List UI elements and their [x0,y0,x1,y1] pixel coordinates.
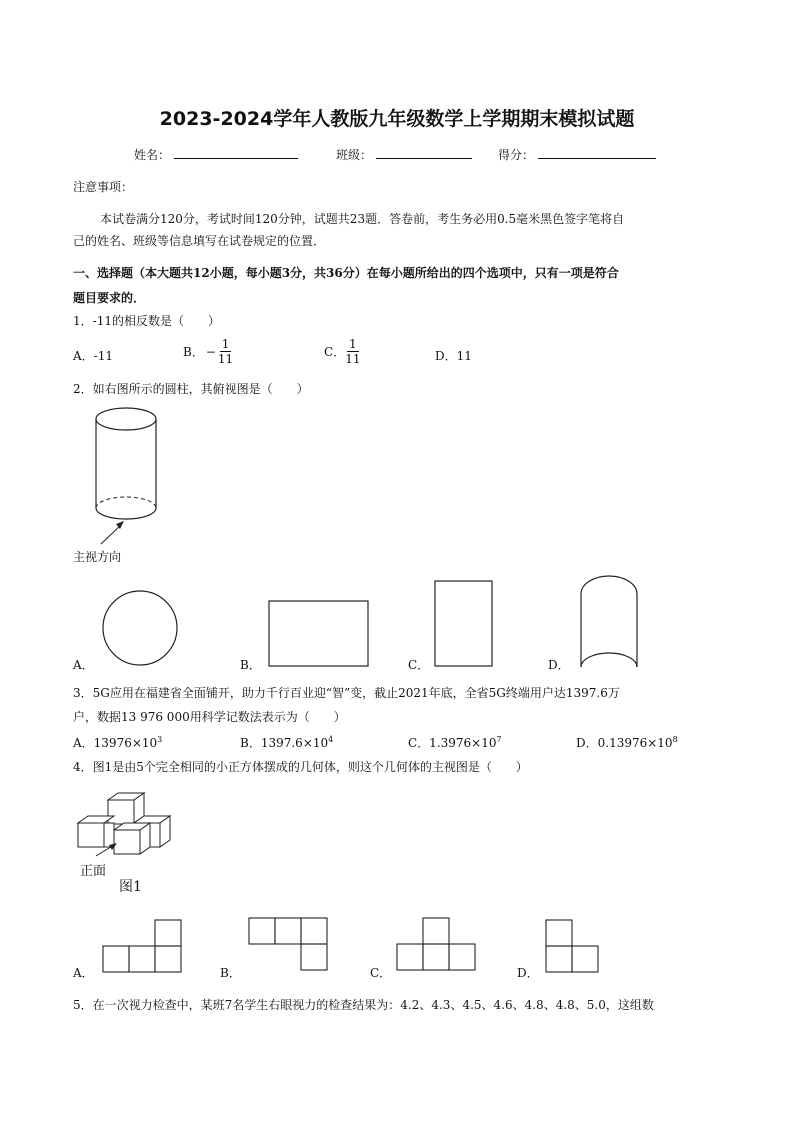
q1-option-b-denominator: 11 [217,352,234,366]
q2-option-a[interactable]: A． [73,658,94,672]
score-blank[interactable] [538,146,656,159]
section-1-line-2: 题目要求的． [73,291,146,305]
q1-option-d[interactable]: D．11 [435,349,472,363]
q3-option-c[interactable] [408,734,502,751]
q3-option-b[interactable] [240,734,333,751]
q1-option-a[interactable]: A．-11 [73,349,113,363]
score-field[interactable] [498,146,656,163]
q3-line-1: 3．5G应用在福建省全面铺开，助力千行百业迎“智”变，截止2021年底，全省5G终端用户达1397.6万 [73,686,620,700]
q1-option-c-denominator: 11 [345,352,361,366]
q1-option-c-prefix: C． [324,345,346,359]
q4-option-d[interactable]: D． [517,966,539,980]
q2-stem: 2．如右图所示的圆柱，其俯视图是（ ） [73,382,309,396]
notice-heading: 注意事项： [73,180,134,194]
q1-option-c[interactable] [324,338,360,365]
notice-line-1: 本试卷满分120分，考试时间120分钟，试题共23题．答卷前，考生务必用0.5毫米黑色签字笔将自 [100,212,625,226]
q4-figure-label: 图1 [119,879,142,895]
q1-option-c-fraction [345,338,360,365]
score-label: 得分： [498,148,535,162]
q2-option-a-circle [100,590,180,670]
q1-option-b[interactable] [183,338,233,365]
q4-cube-figure [74,790,174,870]
q3-option-c-exponent: 7 [496,735,502,744]
class-blank[interactable] [376,146,472,159]
q4-option-b-view [248,916,332,976]
q2-view-direction-label: 主视方向 [73,550,122,564]
q4-option-a-view [102,918,186,978]
section-1-line-1: 一、选择题（本大题共12小题，每小题3分，共36分）在每小题所给出的四个选项中，只有一项是符合 [73,266,619,280]
class-label: 班级： [336,148,373,162]
q2-cylinder-figure [70,400,170,570]
q2-option-b-rectangle [268,600,372,670]
q2-option-d[interactable]: D． [548,658,570,672]
q4-front-label: 正面 [80,864,107,879]
q1-option-c-numerator: 1 [349,337,357,351]
q3-option-a[interactable] [73,734,162,751]
name-label: 姓名： [134,148,171,162]
q4-option-c[interactable]: C． [370,966,392,980]
q3-option-a-exponent: 3 [157,735,163,744]
q4-option-c-view [396,916,480,976]
q3-option-b-exponent: 4 [328,735,334,744]
q2-option-d-cylinder-front [578,572,642,672]
q3-option-c-text: C．1.3976×10 [408,736,497,750]
q1-option-b-numerator: 1 [221,337,230,351]
q3-option-b-text: B．1397.6×10 [240,736,329,750]
q4-option-d-view [545,918,605,978]
q2-option-c[interactable]: C． [408,658,430,672]
q4-option-b[interactable]: B． [220,966,241,980]
q3-option-d-exponent: 8 [672,735,678,744]
q5-line-1: 5．在一次视力检查中，某班7名学生右眼视力的检查结果为：4.2、4.3、4.5、4.6、4.8、4.8、5.0，这组数 [73,998,654,1012]
q1-stem: 1．-11的相反数是（ ） [73,314,220,328]
q3-option-d-text: D．0.13976×10 [576,736,673,750]
class-field[interactable] [336,146,472,163]
q4-option-a[interactable]: A． [73,966,94,980]
page-title: 2023-2024学年人教版九年级数学上学期期末模拟试题 [159,108,635,130]
notice-line-2: 己的姓名、班级等信息填写在试卷规定的位置． [73,234,326,248]
q4-stem: 4．图1是由5个完全相同的小正方体摆成的几何体，则这个几何体的主视图是（ ） [73,760,528,774]
q1-option-b-prefix: B． [183,345,204,359]
name-blank[interactable] [174,146,298,159]
q3-option-a-text: A．13976×10 [73,736,158,750]
q2-option-c-rectangle [434,580,496,670]
q2-option-b[interactable]: B． [240,658,261,672]
q1-option-b-fraction [218,338,233,365]
q3-line-2: 户，数据13 976 000用科学记数法表示为（ ） [73,710,346,724]
q1-option-b-sign: − [205,344,216,359]
q3-option-d[interactable] [576,734,678,751]
name-field[interactable] [134,146,298,163]
